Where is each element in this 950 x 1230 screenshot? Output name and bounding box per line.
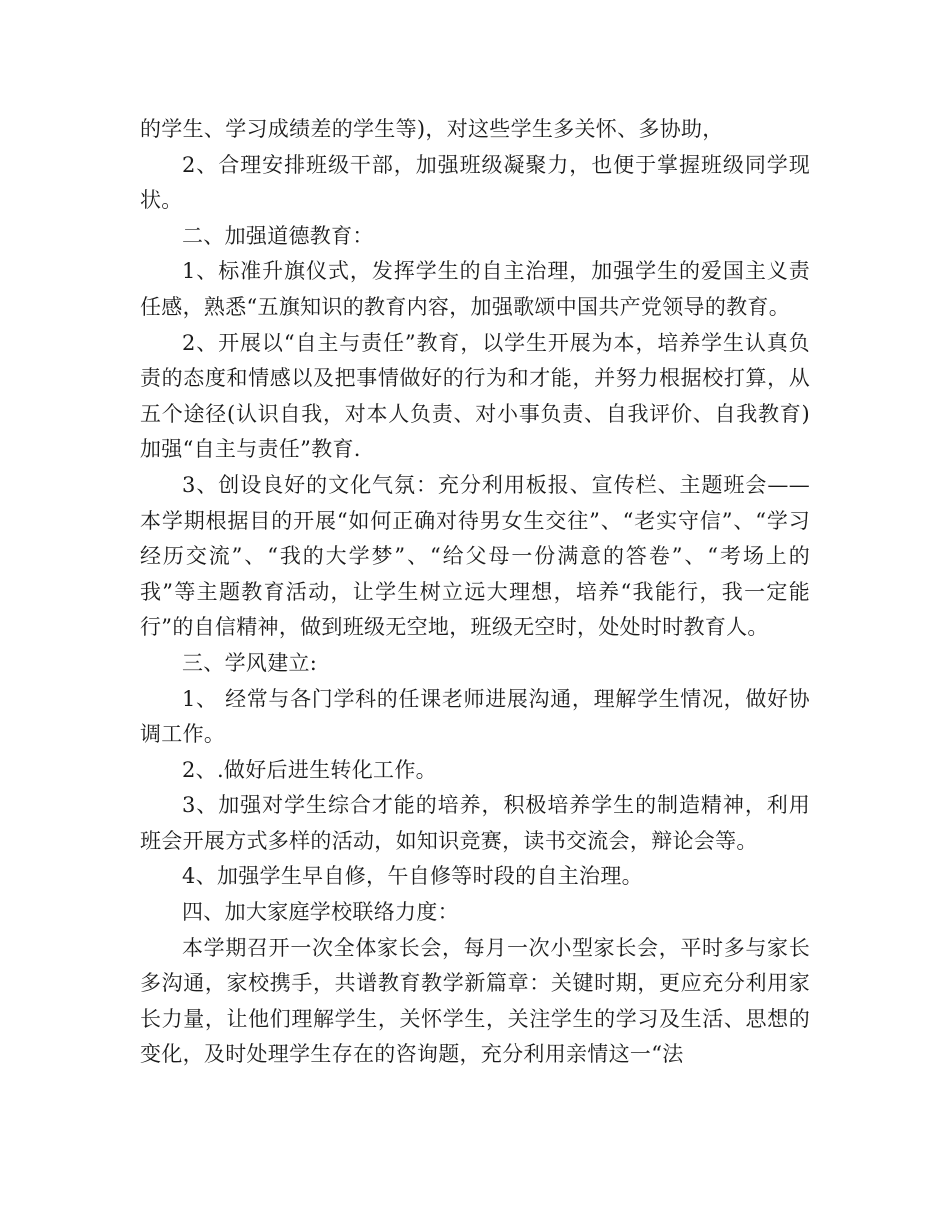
document-page: [140, 112, 810, 1073]
section-heading-moral-education: 二、加强道德教育：: [182, 223, 374, 248]
paragraph-class-cadres: 2、合理安排班级干部，加强班级凝聚力，也便于掌握班级同学现状。: [140, 152, 810, 213]
paragraph-parent-meetings: 本学期召开一次全体家长会，每月一次小型家长会，平时多与家长多沟通，家校携手，共谱教育教学新篇章：关键时期，更应充分利用家长力量，让他们理解学生，关怀学生，关注学生的学习及生活、思想的变化，及时处理学生存在的咨询题，充分利用亲情这一“法: [140, 935, 810, 1067]
paragraph-self-study: 4、加强学生早自修，午自修等时段的自主治理。: [182, 864, 643, 889]
section-heading-study-style: 三、学风建立:: [182, 650, 318, 675]
paragraph-continuation: 的学生、学习成绩差的学生等)，对这些学生多关怀、多协助，: [140, 117, 724, 141]
paragraph-comprehensive-ability: 3、加强对学生综合才能的培养，积极培养学生的制造精神，利用班会开展方式多样的活动，如知识竞赛，读书交流会，辩论会等。: [140, 793, 810, 853]
paragraph-flag-ceremony: 1、标准升旗仪式，发挥学生的自主治理，加强学生的爱国主义责任感，熟悉“五旗知识的教育内容，加强歌颂中国共产党领导的教育。: [140, 259, 810, 319]
section-heading-home-school: 四、加大家庭学校联络力度：: [182, 900, 459, 925]
paragraph-autonomy-responsibility: 2、开展以“自主与责任”教育，以学生开展为本，培养学生认真负责的态度和情感以及把事情做好的行为和才能，并努力根据校打算，从五个途径(认识自我，对本人负责、对小事负责、自我评价、自我教育)加强“自主与责任”教育.: [140, 330, 810, 462]
paragraph-struggling-students: 2、.做好后进生转化工作。: [182, 757, 437, 782]
paragraph-teacher-communication: 1、 经常与各门学科的任课老师进展沟通，理解学生情况，做好协调工作。: [140, 686, 810, 747]
paragraph-cultural-atmosphere: 3、创设良好的文化气氛：充分利用板报、宣传栏、主题班会——本学期根据目的开展“如何正确对待男女生交往”、“老实守信”、“学习经历交流”、“我的大学梦”、“给父母一份满意的答卷”、“考场上的我”等主题教育活动，让学生树立远大理想，培养“我能行，我一定能行”的自信精神，做到班级无空地，班级无空时，处处时时教育人。: [140, 472, 810, 640]
